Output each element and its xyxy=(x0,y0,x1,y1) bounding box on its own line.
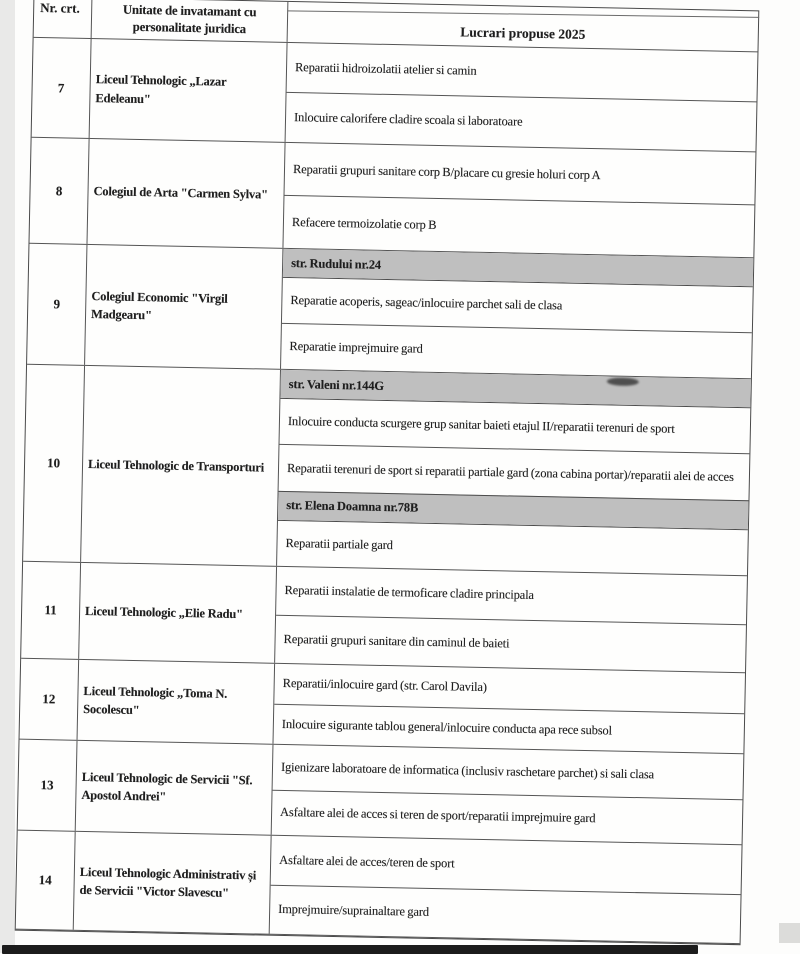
school-name: Liceul Tehnologic „Lazar Edeleanu" xyxy=(90,39,288,142)
table-row xyxy=(27,244,753,380)
work-item: Reparatii hidroizolatii atelier si camin xyxy=(294,60,477,78)
work-item: Reparatie acoperis, sageac/inlocuire parchet sali de clasa xyxy=(282,277,753,332)
school-name: Liceul Tehnologic „Elie Radu" xyxy=(79,563,277,663)
work-item: Igienizare laboratoare de informatica (inclusiv raschetare parchet) si sali clasa xyxy=(280,759,655,782)
works-list xyxy=(272,745,744,844)
row-number: 7 xyxy=(32,38,92,138)
table-row xyxy=(18,740,744,846)
address-bar: str. Elena Doamna nr.78B xyxy=(278,490,748,528)
work-item: Reparatii grupuri sanitare din caminul de baieti xyxy=(275,614,746,672)
row-number: 12 xyxy=(20,659,80,740)
work-item: Inlocuire sigurante tablou general/inlocuire conducta apa rece subsol xyxy=(273,703,744,753)
scan-artifact-patch xyxy=(779,923,800,943)
work-item: Inlocuire calorifere cladire scoala si laboratoare xyxy=(286,92,757,151)
table-body xyxy=(16,38,758,944)
table-row xyxy=(29,138,755,259)
school-name: Colegiul Economic "Virgil Madgearu" xyxy=(85,245,283,369)
works-list xyxy=(273,664,745,753)
work-item: Imprejmuire/suprainaltare gard xyxy=(270,884,741,943)
school-name: Liceul Tehnologic Administrativ și de Servicii "Victor Slavescu" xyxy=(74,832,272,934)
work-item: Reparatie imprejmuire gard xyxy=(281,323,752,378)
row-number: 9 xyxy=(27,244,87,365)
work-item: Reparatii grupuri sanitare corp B/placare cu gresie holuri corp A xyxy=(292,161,601,182)
work-item: Inlocuire conducta scurgere grup sanitar baieti etajul II/reparatii terenuri de sport xyxy=(280,398,751,454)
table-row xyxy=(21,562,747,674)
works-list xyxy=(281,249,753,378)
document-table xyxy=(15,0,760,945)
work-item: Reparatii instalatie de termoficare cladire principala xyxy=(284,583,535,603)
work-item: Refacere termoizolatie corp B xyxy=(283,195,754,257)
row-number: 11 xyxy=(21,562,81,659)
work-item: Reparatii terenuri de sport si reparatii partiale gard (zona cabina portar)/reparatii alei de acces xyxy=(279,444,750,500)
school-name: Colegiul de Arta "Carmen Sylva" xyxy=(87,139,285,248)
scan-edge-strip xyxy=(0,0,15,953)
works-list xyxy=(270,836,742,943)
work-item: Asfaltare alei de acces si teren de sport/reparatii imprejmuire gard xyxy=(272,789,743,844)
address-bar: str. Rudului nr.24 xyxy=(283,249,753,286)
row-number: 13 xyxy=(18,740,78,831)
work-item: Reparatii/inlocuire gard (str. Carol Davila) xyxy=(282,676,487,695)
works-list xyxy=(283,143,755,257)
works-list xyxy=(286,43,758,151)
school-name: Liceul Tehnologic de Transporturi xyxy=(81,366,281,566)
header-nr-crt: Nr. crt. xyxy=(34,0,93,38)
header-unitate-invatamant: Unitate de invatamant cu personalitate juridica xyxy=(92,0,289,42)
table-row xyxy=(23,365,751,576)
works-list xyxy=(275,567,747,672)
address-bar: str. Valeni nr.144G xyxy=(280,370,750,407)
work-item: Asfaltare alei de acces/teren de sport xyxy=(279,852,455,871)
row-number: 8 xyxy=(29,138,89,244)
row-number: 10 xyxy=(23,365,85,562)
school-name: Liceul Tehnologic de Servicii "Sf. Apostol Andrei" xyxy=(76,741,274,835)
table-row xyxy=(32,38,758,153)
header-lucrari-propuse: Lucrari propuse 2025 xyxy=(288,2,759,51)
school-name: Liceul Tehnologic „Toma N. Socolescu" xyxy=(78,660,276,744)
row-number: 14 xyxy=(16,831,76,930)
work-item: Reparatii partiale gard xyxy=(277,519,748,575)
works-list xyxy=(277,370,751,575)
table-row xyxy=(20,659,745,755)
table-row xyxy=(16,831,742,945)
